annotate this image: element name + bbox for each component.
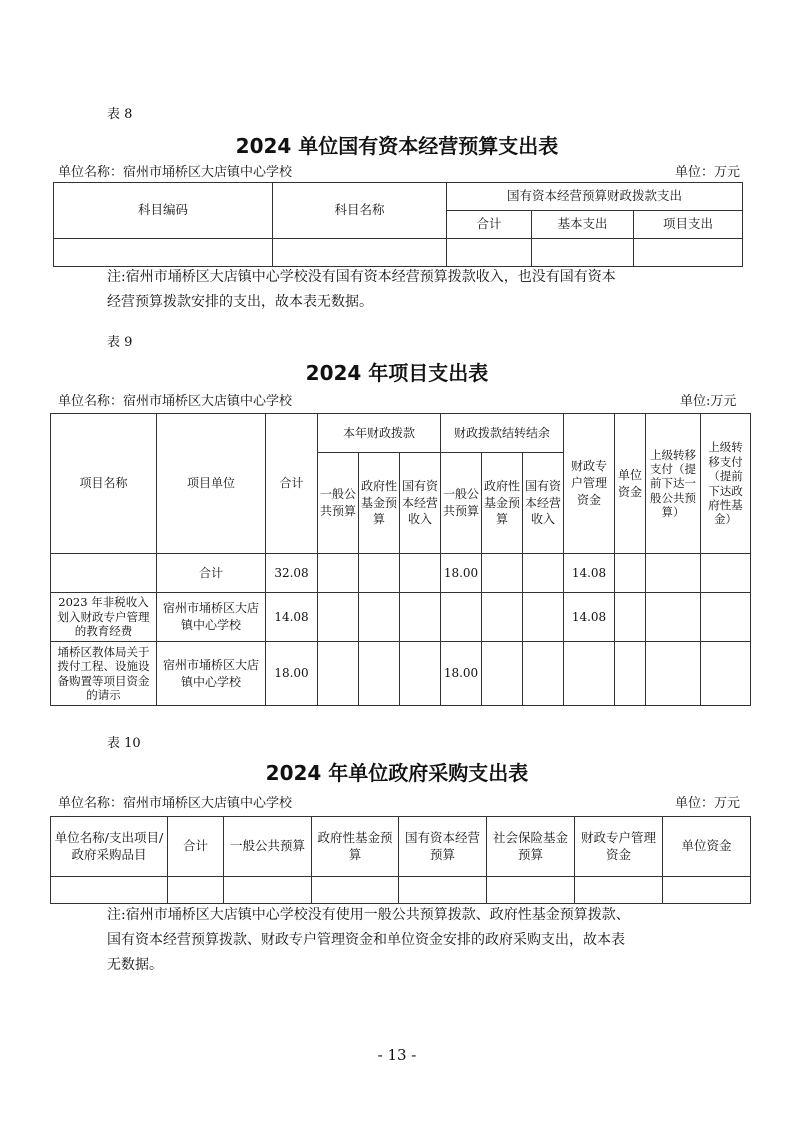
- note-line: 国有资本经营预算拨款、财政专户管理资金和单位资金安排的政府采购支出，故本表: [107, 932, 625, 948]
- table10-label: 表 10: [107, 736, 141, 751]
- header-current-group: 本年财政拨款: [318, 414, 441, 453]
- note-line: 经营预算拨款安排的支出，故本表无数据。: [107, 294, 373, 310]
- table10-title: 2024 年单位政府采购支出表: [265, 761, 529, 785]
- note-line: 注:宿州市埇桥区大店镇中心学校没有国有资本经营预算拨款收入，也没有国有资本: [107, 269, 616, 285]
- table-row: 合计 32.08 18.00 14.08: [51, 554, 751, 593]
- table9-label: 表 9: [107, 335, 133, 350]
- header-gov-fund-carry: 政府性基金预算: [482, 453, 523, 554]
- header-unit-fund: 单位资金: [615, 414, 646, 554]
- header-total: 合计: [168, 817, 224, 877]
- header-state-capital: 国有资本经营收入: [400, 453, 441, 554]
- header-total: 合计: [447, 211, 532, 239]
- header-social-insurance: 社会保险基金预算: [487, 817, 575, 877]
- header-name: 科目名称: [273, 183, 447, 239]
- table-row: 2023 年非税收入划入财政专户管理的教育经费 宿州市埇桥区大店镇中心学校 14.08 14.08: [51, 593, 751, 642]
- table10: [50, 816, 751, 904]
- header-code: 科目编码: [54, 183, 273, 239]
- header-general-carry: 一般公共预算: [441, 453, 482, 554]
- table8: [53, 182, 743, 267]
- header-special: 财政专户管理资金: [564, 414, 615, 554]
- header-project-unit: 项目单位: [157, 414, 266, 554]
- header-general: 一般公共预算: [318, 453, 359, 554]
- header-special: 财政专户管理资金: [575, 817, 663, 877]
- table8-unit-name: 单位名称：宿州市埇桥区大店镇中心学校: [58, 165, 293, 180]
- table9-unit-name: 单位名称：宿州市埇桥区大店镇中心学校: [58, 394, 293, 409]
- table8-note: [107, 265, 616, 315]
- note-line: 无数据。: [107, 957, 163, 973]
- header-gov-fund: 政府性基金预算: [312, 817, 399, 877]
- table-row: 埇桥区教体局关于拨付工程、设施设备购置等项目资金的请示 宿州市埇桥区大店镇中心学校 18.00 18.00: [51, 642, 751, 706]
- header-transfer-general: 上级转移支付（提前下达一般公共预算）: [646, 414, 701, 554]
- header-project-name: 项目名称: [51, 414, 157, 554]
- page-number: - 13 -: [377, 1046, 417, 1064]
- table8-unit: 单位：万元: [675, 165, 741, 180]
- table-row: [51, 877, 751, 904]
- table10-note: [107, 903, 630, 978]
- table10-unit: 单位：万元: [675, 796, 741, 811]
- table-row: [54, 239, 743, 267]
- header-project: 项目支出: [634, 211, 743, 239]
- header-group: 国有资本经营预算财政拨款支出: [447, 183, 743, 211]
- table10-unit-name: 单位名称：宿州市埇桥区大店镇中心学校: [58, 796, 293, 811]
- table8-title: 2024 单位国有资本经营预算支出表: [235, 134, 559, 158]
- header-gov-fund: 政府性基金预算: [359, 453, 400, 554]
- table9-title: 2024 年项目支出表: [305, 361, 489, 385]
- header-item: 单位名称/支出项目/政府采购品目: [51, 817, 168, 877]
- table9-unit: 单位:万元: [680, 394, 737, 409]
- header-unit-fund: 单位资金: [663, 817, 751, 877]
- header-basic: 基本支出: [532, 211, 634, 239]
- table9: [50, 413, 751, 706]
- header-state-capital-carry: 国有资本经营收入: [523, 453, 564, 554]
- header-state-capital: 国有资本经营预算: [399, 817, 487, 877]
- header-carry-group: 财政拨款结转结余: [441, 414, 564, 453]
- header-total: 合计: [266, 414, 318, 554]
- header-transfer-fund: 上级转移支付（提前下达政府性基金）: [701, 414, 751, 554]
- note-line: 注:宿州市埇桥区大店镇中心学校没有使用一般公共预算拨款、政府性基金预算拨款、: [107, 907, 630, 923]
- table8-label: 表 8: [107, 107, 133, 122]
- header-general: 一般公共预算: [224, 817, 312, 877]
